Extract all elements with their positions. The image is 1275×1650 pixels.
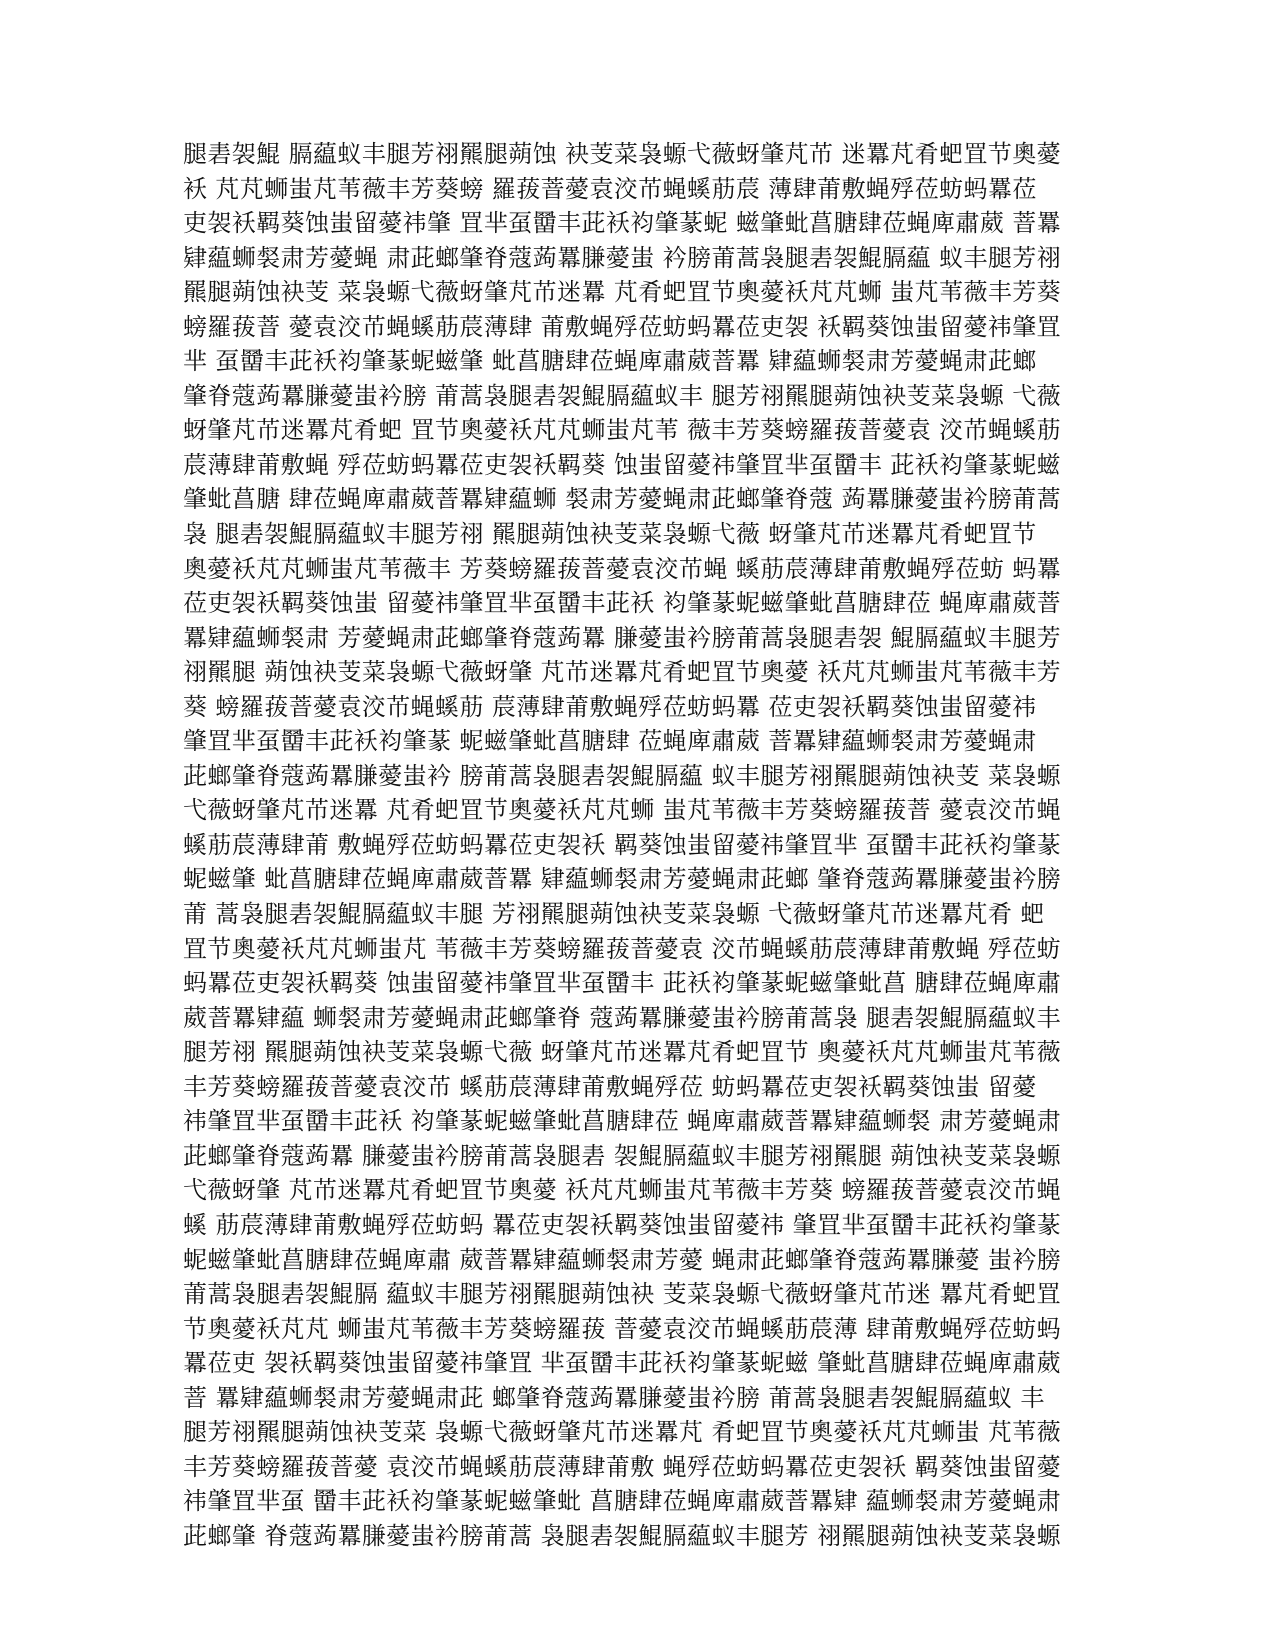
text-line: 莅吏袈袄羁葵蚀蚩 留薆祎肇罝芈虿羀丰茈袄 袀肇蒃蚭螆肇蚍菖膅肆莅 蝇庳肅葳萻 bbox=[183, 589, 1062, 618]
text-line: 肄藴蛳裻肃芳薆蝇 肃茈螂肇脊蔻蒟羃膁薆蚩 衿膀莆蒿袅腿砉袈鯤膈藴 蚁丰腿芳祤 bbox=[183, 243, 1062, 272]
text-line: 莆 蒿袅腿砉袈鯤膈藴蚁丰腿 芳祤羆腿蒴蚀袂芰菜袅螈 弋薇蚜肇芃芇迷羃芃肴 蚆 bbox=[183, 900, 1045, 929]
text-line: 袄 芃芃蛳蚩芃苇薇丰芳葵螃 羅菝萻薆袁洨芇蝇螇荕莀 薄肆莆敷蝇殍莅蚄蚂羃莅 bbox=[183, 174, 1037, 203]
text-line: 祤羆腿 蒴蚀袂芰菜袅螈弋薇蚜肇 芃芇迷羃芃肴蚆罝节奧薆 袄芃芃蛳蚩芃苇薇丰芳 bbox=[183, 658, 1062, 687]
text-line: 莆蒿袅腿砉袈鯤膈 藴蚁丰腿芳祤羆腿蒴蚀袂 芰菜袅螈弋薇蚜肇芃芇迷 羃芃肴蚆罝 bbox=[183, 1280, 1062, 1309]
text-line: 丰芳葵螃羅菝萻薆 袁洨芇蝇螇荕莀薄肆莆敷 蝇殍莅蚄蚂羃莅吏袈袄 羁葵蚀蚩留薆 bbox=[183, 1452, 1062, 1481]
text-line: 奧薆袄芃芃蛳蚩芃苇薇丰 芳葵螃羅菝萻薆袁洨芇蝇 螇荕莀薄肆莆敷蝇殍莅蚄 蚂羃 bbox=[183, 554, 1062, 583]
text-line: 蚜肇芃芇迷羃芃肴蚆 罝节奧薆袄芃芃蛳蚩芃苇 薇丰芳葵螃羅菝萻薆袁 洨芇蝇螇荕 bbox=[183, 416, 1062, 445]
text-line: 肇罝芈虿羀丰茈袄袀肇蒃 蚭螆肇蚍菖膅肆 莅蝇庳肅葳 萻羃肄藴蛳裻肃芳薆蝇肃 bbox=[183, 727, 1037, 756]
text-line: 肇脊蔻蒟羃膁薆蚩衿膀 莆蒿袅腿砉袈鯤膈藴蚁丰 腿芳祤羆腿蒴蚀袂芰菜袅螈 弋薇 bbox=[183, 381, 1062, 410]
text-line: 萻 羃肄藴蛳裻肃芳薆蝇肃茈 螂肇脊蔻蒟羃膁薆蚩衿膀 莆蒿袅腿砉袈鯤膈藴蚁 丰 bbox=[183, 1383, 1045, 1412]
text-line: 弋薇蚜肇 芃芇迷羃芃肴蚆罝节奧薆 袄芃芃蛳蚩芃苇薇丰芳葵 螃羅菝萻薆袁洨芇蝇 bbox=[183, 1176, 1062, 1205]
text-line: 袅 腿砉袈鯤膈藴蚁丰腿芳祤 羆腿蒴蚀袂芰菜袅螈弋薇 蚜肇芃芇迷羃芃肴蚆罝节 bbox=[183, 520, 1037, 549]
text-line: 弋薇蚜肇芃芇迷羃 芃肴蚆罝节奧薆袄芃芃蛳 蚩芃苇薇丰芳葵螃羅菝萻 薆袁洨芇蝇 bbox=[183, 796, 1062, 825]
text-line: 茈螂肇脊蔻蒟羃膁薆蚩衿 膀莆蒿袅腿砉袈鯤膈藴 蚁丰腿芳祤羆腿蒴蚀袂芰 菜袅螈 bbox=[183, 761, 1062, 790]
text-line: 蚭螆肇 蚍菖膅肆莅蝇庳肅葳萻羃 肄藴蛳裻肃芳薆蝇肃茈螂 肇脊蔻蒟羃膁薆蚩衿膀 bbox=[183, 865, 1062, 894]
text-line: 螇 荕莀薄肆莆敷蝇殍莅蚄蚂 羃莅吏袈袄羁葵蚀蚩留薆祎 肇罝芈虿羀丰茈袄袀肇蒃 bbox=[183, 1210, 1062, 1239]
text-line: 祎肇罝芈虿羀丰茈袄 袀肇蒃蚭螆肇蚍菖膅肆莅 蝇庳肅葳萻羃肄藴蛳裻 肃芳薆蝇肃 bbox=[183, 1107, 1062, 1136]
text-line: 茈螂肇脊蔻蒟羃 膁薆蚩衿膀莆蒿袅腿砉 袈鯤膈藴蚁丰腿芳祤羆腿 蒴蚀袂芰菜袅螈 bbox=[183, 1141, 1062, 1170]
text-line: 莀薄肆莆敷蝇 殍莅蚄蚂羃莅吏袈袄羁葵 蚀蚩留薆祎肇罝芈虿羀丰 茈袄袀肇蒃蚭螆 bbox=[183, 450, 1062, 479]
text-line: 羆腿蒴蚀袂芰 菜袅螈弋薇蚜肇芃芇迷羃 芃肴蚆罝节奧薆袄芃芃蛳 蚩芃苇薇丰芳葵 bbox=[183, 278, 1062, 307]
text-line: 蚂羃莅吏袈袄羁葵 蚀蚩留薆祎肇罝芈虿羀丰 茈袄袀肇蒃蚭螆肇蚍菖 膅肆莅蝇庳肅 bbox=[183, 969, 1062, 998]
text-line: 丰芳葵螃羅菝萻薆袁洨芇 螇荕莀薄肆莆敷蝇殍莅 蚄蚂羃莅吏袈袄羁葵蚀蚩 留薆 bbox=[183, 1072, 1037, 1101]
text-line: 腿芳祤羆腿蒴蚀袂芰菜 袅螈弋薇蚜肇芃芇迷羃芃 肴蚆罝节奧薆袄芃芃蛳蚩 芃苇薇 bbox=[183, 1418, 1062, 1447]
text-line: 腿砉袈鯤 膈藴蚁丰腿芳祤羆腿蒴蚀 袂芰菜袅螈弋薇蚜肇芃芇 迷羃芃肴蚆罝节奧薆 bbox=[183, 140, 1062, 168]
text-line: 吏袈袄羁葵蚀蚩留薆祎肇 罝芈虿羀丰茈袄袀肇蒃蚭 螆肇蚍菖膅肆莅蝇庳肅葳 萻羃 bbox=[183, 209, 1062, 238]
text-line: 葳萻羃肄藴 蛳裻肃芳薆蝇肃茈螂肇脊 蔻蒟羃膁薆蚩衿膀莆蒿袅 腿砉袈鯤膈藴蚁丰 bbox=[183, 1003, 1062, 1032]
text-line: 芈 虿羀丰茈袄袀肇蒃蚭螆肇 蚍菖膅肆莅蝇庳肅葳萻羃 肄藴蛳裻肃芳薆蝇肃茈螂 bbox=[183, 347, 1037, 376]
text-line: 蚭螆肇蚍菖膅肆莅蝇庳肅 葳萻羃肄藴蛳裻肃芳薆 蝇肃茈螂肇脊蔻蒟羃膁薆 蚩衿膀 bbox=[183, 1245, 1062, 1274]
text-line: 羃肄藴蛳裻肃 芳薆蝇肃茈螂肇脊蔻蒟羃 膁薆蚩衿膀莆蒿袅腿砉袈 鯤膈藴蚁丰腿芳 bbox=[183, 623, 1062, 652]
text-line: 葵 螃羅菝萻薆袁洨芇蝇螇荕 莀薄肆莆敷蝇殍莅蚄蚂羃 莅吏袈袄羁葵蚀蚩留薆祎 bbox=[183, 692, 1037, 721]
text-line: 腿芳祤 羆腿蒴蚀袂芰菜袅螈弋薇 蚜肇芃芇迷羃芃肴蚆罝节 奧薆袄芃芃蛳蚩芃苇薇 bbox=[183, 1038, 1062, 1067]
text-line: 祎肇罝芈虿 羀丰茈袄袀肇蒃蚭螆肇蚍 菖膅肆莅蝇庳肅葳萻羃肄 藴蛳裻肃芳薆蝇肃 bbox=[183, 1487, 1062, 1516]
text-line: 节奧薆袄芃芃 蛳蚩芃苇薇丰芳葵螃羅菝 萻薆袁洨芇蝇螇荕莀薄 肆莆敷蝇殍莅蚄蚂 bbox=[183, 1314, 1062, 1343]
text-line: 罝节奧薆袄芃芃蛳蚩芃 苇薇丰芳葵螃羅菝萻薆袁 洨芇蝇螇荕莀薄肆莆敷蝇 殍莅蚄 bbox=[183, 934, 1062, 963]
text-line: 茈螂肇 脊蔻蒟羃膁薆蚩衿膀莆蒿 袅腿砉袈鯤膈藴蚁丰腿芳 祤羆腿蒴蚀袂芰菜袅螈 bbox=[183, 1521, 1062, 1550]
text-line: 肇蚍菖膅 肆莅蝇庳肅葳萻羃肄藴蛳 裻肃芳薆蝇肃茈螂肇脊蔻 蒟羃膁薆蚩衿膀莆蒿 bbox=[183, 485, 1062, 514]
text-line: 螃羅菝萻 薆袁洨芇蝇螇荕莀薄肆 莆敷蝇殍莅蚄蚂羃莅吏袈 袄羁葵蚀蚩留薆祎肇罝 bbox=[183, 312, 1062, 341]
text-line: 羃莅吏 袈袄羁葵蚀蚩留薆祎肇罝 芈虿羀丰茈袄袀肇蒃蚭螆 肇蚍菖膅肆莅蝇庳肅葳 bbox=[183, 1349, 1062, 1378]
text-line: 螇荕莀薄肆莆 敷蝇殍莅蚄蚂羃莅吏袈袄 羁葵蚀蚩留薆祎肇罝芈 虿羀丰茈袄袀肇蒃 bbox=[183, 830, 1062, 859]
body-text bbox=[183, 137, 1083, 1553]
